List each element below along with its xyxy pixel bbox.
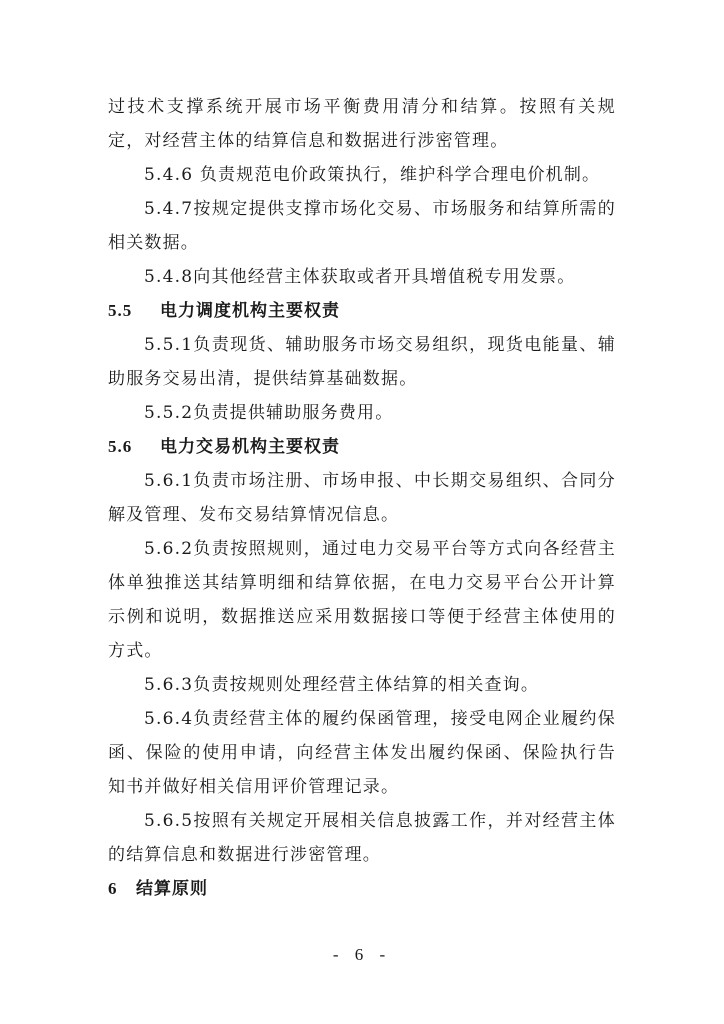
page-number: - 6 - <box>332 945 392 964</box>
section-number: 6 <box>108 879 118 898</box>
document-body <box>108 90 616 906</box>
section-number: 5.5 <box>108 301 133 320</box>
clause-5-6-1: 5.6.1负责市场注册、市场申报、中长期交易组织、合同分解及管理、发布交易结算情况信息。 <box>108 471 616 525</box>
clause-5-4-8: 5.4.8向其他经营主体获取或者开具增值税专用发票。 <box>144 267 576 287</box>
section-title: 电力交易机构主要权责 <box>160 437 340 457</box>
clause-5-4-7: 5.4.7按规定提供支撑市场化交易、市场服务和结算所需的相关数据。 <box>108 199 616 253</box>
section-title: 结算原则 <box>136 879 208 899</box>
section-title: 电力调度机构主要权责 <box>160 301 340 321</box>
clause-5-4-6: 5.4.6 负责规范电价政策执行，维护科学合理电价机制。 <box>144 165 601 185</box>
clause-5-6-3: 5.6.3负责按规则处理经营主体结算的相关查询。 <box>144 675 540 695</box>
clause-5-6-2: 5.6.2负责按照规则，通过电力交易平台等方式向各经营主体单独推送其结算明细和结算依据，在电力交易平台公开计算示例和说明，数据推送应采用数据接口等便于经营主体使用的方式。 <box>108 539 616 661</box>
section-heading-6 <box>108 872 616 906</box>
clause-5-5-1: 5.5.1负责现货、辅助服务市场交易组织，现货电能量、辅助服务交易出清，提供结算基础数据。 <box>108 335 616 389</box>
section-number: 5.6 <box>108 437 133 456</box>
paragraph: 过技术支撑系统开展市场平衡费用清分和结算。按照有关规定，对经营主体的结算信息和数据进行涉密管理。 <box>108 97 616 151</box>
clause-5-5-2: 5.5.2负责提供辅助服务费用。 <box>144 403 394 423</box>
section-heading-5-6 <box>108 430 616 464</box>
clause-5-6-4: 5.6.4负责经营主体的履约保函管理，接受电网企业履约保函、保险的使用申请，向经营主体发出履约保函、保险执行告知书并做好相关信用评价管理记录。 <box>108 709 616 797</box>
section-heading-5-5 <box>108 294 616 328</box>
clause-5-6-5: 5.6.5按照有关规定开展相关信息披露工作，并对经营主体的结算信息和数据进行涉密管理。 <box>108 811 616 865</box>
